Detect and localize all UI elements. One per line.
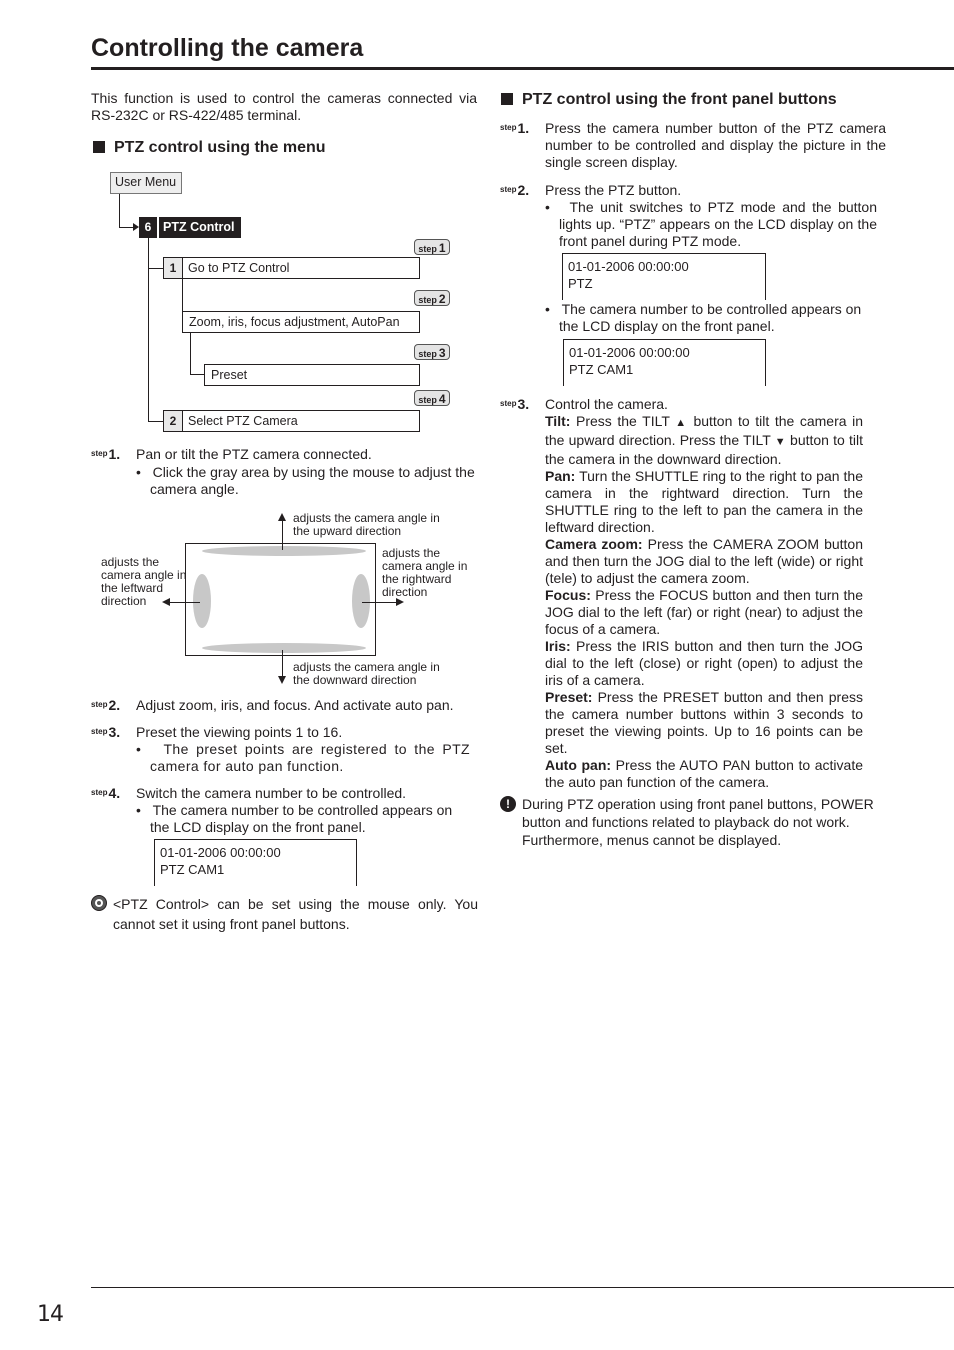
- square-bullet-icon: [93, 141, 105, 153]
- page-title: Controlling the camera: [91, 34, 364, 62]
- right-step1-text: Press the camera number button of the PTZ camera number to be controlled and display the picture in the single screen display.: [545, 120, 886, 170]
- page-number: 14: [37, 1302, 63, 1327]
- label-left: adjusts the camera angle in the leftward direction: [101, 555, 187, 608]
- right-step3-text: Control the camera.: [545, 396, 668, 412]
- menu-item-number: 1: [164, 258, 183, 278]
- step-tag-4: step 4: [414, 390, 450, 406]
- right-step3-marker: $^{step}$3.: [500, 396, 530, 412]
- triangle-up-icon: ▲: [675, 417, 688, 429]
- left-step1-marker: $^{step}$1.: [91, 446, 121, 462]
- left-step3-bullet: • The preset points are registered to the PTZ camera for auto pan function.: [136, 741, 470, 774]
- menu-item-label: Go to PTZ Control: [188, 261, 290, 275]
- caution-text: During PTZ operation using front panel buttons, POWER button and functions related to playback do not work. Furthermore, menus cannot be displayed.: [522, 796, 874, 848]
- lcd-display-ptz: [562, 253, 766, 300]
- left-step4-text: Switch the camera number to be controlled.: [136, 785, 407, 801]
- lcd-line-1: 01-01-2006 00:00:00: [160, 845, 281, 860]
- menu-item-select-ptz-camera: [163, 410, 420, 432]
- pan-instruction: Pan: Turn the SHUTTLE ring to the right to pan the camera in the rightward direction. Turn the SHUTTLE ring to the left to pan the camera in the leftward direction.: [545, 468, 863, 535]
- focus-instruction: Focus: Press the FOCUS button and then turn the JOG dial to the left (far) or right (near) to adjust the focus of a camera.: [545, 587, 863, 637]
- square-bullet-icon: [501, 93, 513, 105]
- right-step2-marker: $^{step}$2.: [500, 182, 530, 198]
- tree-line: [190, 333, 191, 374]
- note-text: <PTZ Control> can be set using the mouse only. You cannot set it using front panel buttons.: [113, 896, 478, 932]
- right-step2-text: Press the PTZ button.: [545, 182, 682, 198]
- step-tag-1: step 1: [414, 239, 450, 255]
- menu-item-label: Select PTZ Camera: [188, 414, 298, 428]
- lcd-line-1: 01-01-2006 00:00:00: [568, 259, 689, 274]
- section-front-panel-heading: [501, 91, 837, 109]
- lcd-line-2: PTZ CAM1: [160, 862, 225, 877]
- arrow-up-icon: [278, 513, 286, 521]
- preset-instruction: Preset: Press the PRESET button and then press the camera number buttons within 3 seconds to preset the viewing points. Up to 16 points can be set.: [545, 689, 863, 756]
- section-front-panel-title: PTZ control using the front panel buttons: [522, 91, 837, 108]
- tree-line: [119, 194, 120, 228]
- menu-item-preset: Preset: [204, 364, 420, 386]
- arrow-up-line: [282, 520, 283, 550]
- left-step3-marker: $^{step}$3.: [91, 724, 121, 740]
- tilt-down-area[interactable]: [202, 643, 366, 653]
- left-step2-text: Adjust zoom, iris, and focus. And activate auto pan.: [136, 697, 454, 713]
- lcd-line-2: PTZ: [568, 276, 593, 291]
- footer-rule: [91, 1287, 954, 1288]
- left-step4-marker: $^{step}$4.: [91, 785, 121, 801]
- arrow-right-line: [362, 602, 396, 603]
- tree-line: [148, 238, 149, 421]
- section-menu-title: PTZ control using the menu: [114, 139, 326, 156]
- zoom-instruction: Camera zoom: Press the CAMERA ZOOM button and then turn the JOG dial to the left (wide) or right (tele) to adjust the camera zoom.: [545, 536, 864, 586]
- pan-right-area[interactable]: [352, 574, 370, 628]
- menu-item-go-to-ptz: [163, 257, 420, 279]
- note-icon: [91, 895, 107, 911]
- lcd-line-2: PTZ CAM1: [569, 362, 634, 377]
- tree-line: [148, 268, 163, 269]
- left-step1-text: Pan or tilt the PTZ camera connected.: [136, 446, 372, 462]
- lcd-line-1: 01-01-2006 00:00:00: [569, 345, 690, 360]
- ptz-control-number: 6: [139, 217, 157, 238]
- tilt-instruction: Tilt: Press the TILT ▲ button to tilt the camera in the upward direction. Press the TILT ▼ button to tilt the camera in the downward direction.: [545, 413, 864, 467]
- right-step2-bullet1: • The unit switches to PTZ mode and the button lights up. “PTZ” appears on the LCD display on the front panel during PTZ mode.: [545, 199, 877, 249]
- lcd-display-ptz-cam1: [563, 339, 766, 386]
- lcd-display-left: [154, 839, 357, 886]
- camera-controls-list: [545, 413, 863, 791]
- label-up: adjusts the camera angle in the upward direction: [293, 511, 440, 538]
- pan-left-area[interactable]: [193, 574, 211, 628]
- arrow-down-icon: [278, 676, 286, 684]
- left-step4-bullet: • The camera number to be controlled appears on the LCD display on the front panel.: [136, 802, 453, 835]
- user-menu-box: User Menu: [110, 172, 182, 194]
- label-down: adjusts the camera angle in the downward direction: [293, 660, 440, 687]
- step-tag-3: step 3: [414, 344, 450, 360]
- camera-view-frame: [185, 543, 376, 656]
- label-right: adjusts the camera angle in the rightward direction: [382, 546, 468, 599]
- iris-instruction: Iris: Press the IRIS button and then turn the JOG dial to the left (close) or right (open) to adjust the iris of a camera.: [545, 638, 863, 688]
- menu-item-zoom-iris: Zoom, iris, focus adjustment, AutoPan: [182, 311, 420, 333]
- ptz-control-label: PTZ Control: [159, 217, 241, 238]
- right-step1-marker: $^{step}$1.: [500, 120, 530, 136]
- caution-icon: !: [500, 796, 516, 812]
- triangle-down-icon: ▼: [774, 436, 786, 448]
- left-step3-text: Preset the viewing points 1 to 16.: [136, 724, 343, 740]
- left-step2-marker: $^{step}$2.: [91, 697, 121, 713]
- right-step2-bullet2: • The camera number to be controlled appears on the LCD display on the front panel.: [545, 301, 862, 334]
- tree-line: [190, 374, 204, 375]
- tilt-up-area[interactable]: [202, 546, 366, 556]
- autopan-instruction: Auto pan: Press the AUTO PAN button to activate the auto pan function of the camera.: [545, 757, 864, 790]
- step-tag-2: step 2: [414, 290, 450, 306]
- menu-item-number: 2: [164, 411, 183, 431]
- left-step1-bullet: • Click the gray area by using the mouse to adjust the camera angle.: [136, 464, 475, 497]
- intro-text: This function is used to control the cameras connected via RS-232C or RS-422/485 terminal.: [91, 90, 477, 123]
- arrow-down-line: [282, 650, 283, 678]
- tree-line: [148, 421, 163, 422]
- arrow-right-icon: [396, 598, 404, 606]
- section-menu-heading: [93, 139, 326, 157]
- title-rule: [91, 67, 954, 70]
